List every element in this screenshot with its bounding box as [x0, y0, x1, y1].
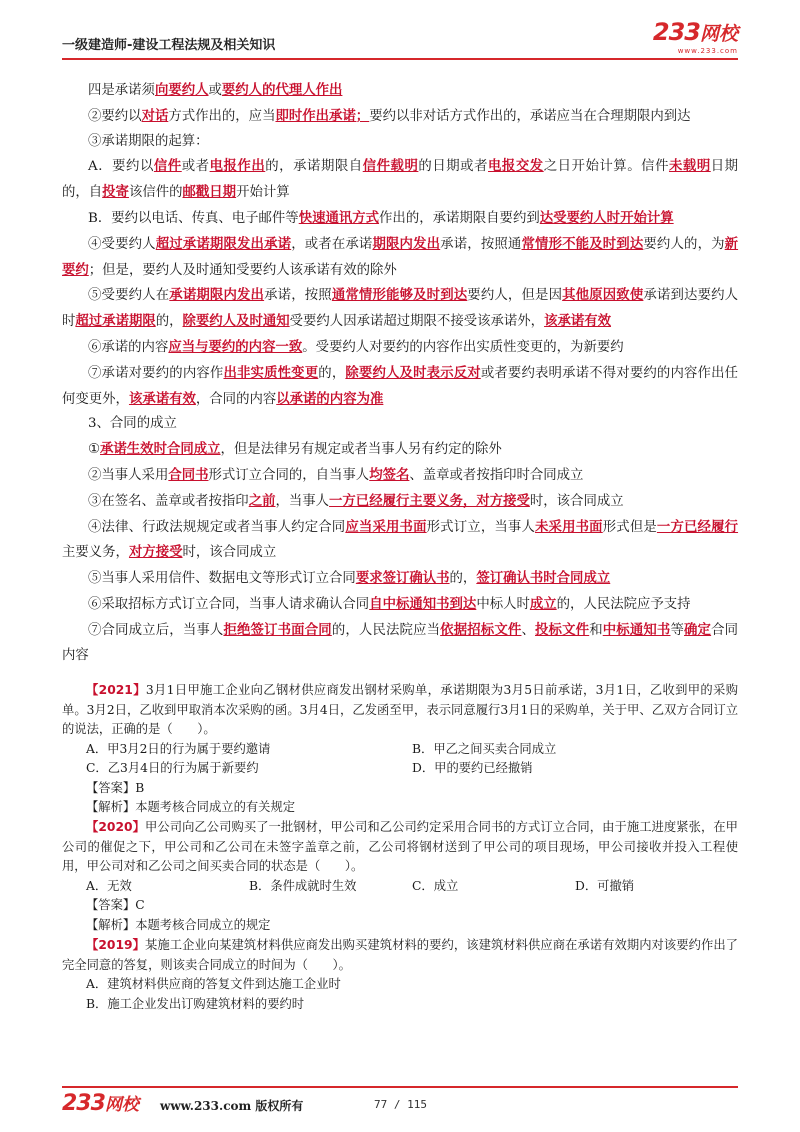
key-term: 除要约人及时表示反对 [345, 364, 481, 381]
key-term: 信件载明 [362, 158, 419, 175]
answer: 【答案】B [86, 780, 145, 795]
text-run: 等 [670, 622, 685, 638]
key-term: 合同书 [168, 466, 209, 483]
key-term: 成立 [529, 595, 557, 612]
body-paragraph [62, 130, 738, 155]
option-a: A．建筑材料供应商的答复文件到达施工企业时 [86, 977, 341, 991]
key-term: 中标通知书 [602, 621, 671, 638]
body-paragraph [62, 361, 738, 413]
text-run: 。受要约人对要约的内容作出实质性变更的，为新要约 [302, 339, 624, 355]
brand-logo[interactable] [653, 20, 738, 44]
key-term: 电报作出 [209, 158, 266, 175]
key-term: 之前 [248, 492, 276, 509]
text-run: ③承诺期限的起算： [88, 133, 209, 149]
body-paragraph [62, 618, 738, 669]
option-d: D．甲的要约已经撤销 [412, 761, 533, 775]
body-paragraph [62, 437, 738, 463]
text-run: 形式订立合同的，自当事人 [208, 467, 370, 483]
text-run: 的， [318, 365, 346, 381]
analysis: 【解析】本题考核合同成立的有关规定 [86, 800, 296, 814]
footer-copyright: www.233.com 版权所有 [160, 1099, 304, 1113]
text-run: ① [88, 442, 101, 458]
key-term: 通常情形能够及时到达 [331, 287, 468, 304]
text-run: ⑤受要约人在 [88, 288, 170, 304]
text-run: 形式订立，当事人 [426, 519, 535, 535]
question-year: 【2019】 [86, 938, 145, 952]
option-d: D．可撤销 [575, 878, 635, 893]
key-term: 出非实质性变更 [223, 364, 319, 381]
text-run: ⑥承诺的内容 [88, 339, 169, 355]
key-term: 该承诺有效 [544, 313, 612, 330]
key-term: 电报交发 [488, 158, 544, 175]
question-year: 【2020】 [86, 820, 145, 834]
key-term: 一方已经履行主要义务，对方接受 [329, 492, 530, 509]
option-c: C．乙3月4日的行为属于新要约 [86, 761, 259, 775]
options-row [62, 740, 738, 760]
text-run: 四是承诺须 [88, 83, 155, 98]
text-run: 主要义务， [62, 545, 129, 561]
text-run: 形式但是 [602, 519, 657, 535]
text-run: ，但是法律另有规定或者当事人另有约定的除外 [220, 442, 502, 458]
text-run: ，当事人 [275, 493, 330, 509]
key-term: 快速通讯方式 [298, 209, 380, 226]
key-term: 其他原因致使 [562, 287, 644, 304]
text-run: 、盖章或者按指印时合同成立 [409, 467, 584, 483]
question-2019 [62, 936, 738, 1014]
text-run: 该信件的 [128, 185, 183, 201]
text-run: 的，人民法院应予支持 [556, 596, 691, 612]
text-run: ④法律、行政法规规定或者当事人约定合同 [88, 519, 346, 535]
question-2021 [62, 681, 738, 818]
key-term: 承诺生效时合同成立 [100, 441, 221, 458]
body-paragraph [62, 489, 738, 515]
text-run: 时，该合同成立 [182, 545, 277, 561]
text-run: 开始计算 [236, 185, 290, 201]
page-footer [62, 1090, 738, 1120]
question-2020 [62, 818, 738, 935]
key-term: 信件 [153, 158, 182, 175]
key-term: 签订确认书时合同成立 [476, 570, 611, 587]
key-term: 超过承诺期限 [75, 313, 156, 330]
logo-number: 233 [652, 18, 700, 46]
text-run: 的，人民法院应当 [331, 622, 441, 638]
text-run: ，合同的内容 [195, 391, 277, 407]
key-term: 新要约 [62, 235, 739, 278]
page-header [62, 20, 738, 56]
key-term: 对话 [141, 107, 169, 124]
question-stem: 【2019】某施工企业向某建筑材料供应商发出购买建筑材料的要约，该建筑材料供应商在承诺有效期内对该要约作出了完全同意的答复，则该卖合同成立的时间为（ ）。 [62, 938, 738, 972]
text-run: A．要约以 [88, 159, 154, 175]
key-term: 自中标通知书到达 [369, 595, 477, 612]
option-b: B．甲乙之间买卖合同成立 [412, 741, 557, 756]
text-run: ，或者在承诺 [291, 236, 373, 252]
text-run: 要约人，但是因 [467, 288, 563, 304]
option-a: A．无效 [86, 878, 132, 893]
text-run: 要约人的，为 [643, 236, 725, 252]
footer-logo-number: 233 [62, 1091, 105, 1116]
text-run: ②要约以 [88, 108, 142, 124]
key-term: 邮戳日期 [182, 184, 237, 201]
text-run: ⑦合同成立后，当事人 [88, 622, 224, 638]
key-term: 未载明 [668, 158, 711, 175]
option-b: B．施工企业发出订购建筑材料的要约时 [86, 996, 305, 1011]
text-run: 、 [521, 622, 535, 638]
text-run: 合同内容 [62, 622, 739, 663]
text-run: 的，承诺期限自 [265, 159, 363, 175]
footer-divider [62, 1086, 738, 1088]
question-year: 【2021】 [86, 683, 146, 697]
text-run: 方式作出的，应当 [168, 108, 276, 124]
text-run: 承诺，按照 [264, 288, 332, 304]
body-paragraph [62, 592, 738, 618]
option-a: A．甲3月2日的行为属于要约邀请 [86, 741, 271, 756]
key-term: 投寄 [102, 184, 129, 201]
header-divider [62, 58, 738, 60]
logo-url: www.233.com [677, 47, 738, 55]
content-body [62, 78, 738, 668]
text-run: 的， [155, 314, 183, 330]
key-term: 一方已经履行 [656, 518, 739, 535]
options-row [62, 759, 738, 779]
text-run: 或者要约表明承诺不得对要约的内容作出任何变更外， [62, 365, 739, 407]
document-title: 一级建造师-建设工程法规及相关知识 [62, 38, 276, 53]
text-run: 或 [208, 83, 222, 98]
body-paragraph [62, 515, 738, 567]
option-c: C．成立 [412, 878, 459, 893]
key-term: 应当与要约的内容一致 [168, 338, 303, 355]
text-run: ；但是，要约人及时通知受要约人该承诺有效的除外 [88, 262, 397, 278]
text-run: 3、合同的成立 [88, 416, 177, 432]
text-run: 中标人时 [476, 596, 530, 612]
key-term: 以承诺的内容为准 [276, 390, 384, 407]
option-b: B．条件成就时生效 [249, 878, 357, 893]
text-run: 的， [449, 571, 477, 587]
key-term: 达受要约人时开始计算 [539, 209, 674, 226]
key-term: 未采用书面 [535, 518, 603, 535]
analysis: 【解析】本题考核合同成立的规定 [86, 917, 271, 932]
text-run: 时，该合同成立 [529, 493, 624, 509]
key-term: 承诺期限内发出 [169, 287, 265, 304]
text-run: 的日期或者 [418, 159, 489, 175]
question-stem: 【2020】甲公司向乙公司购买了一批钢材，甲公司和乙公司约定采用合同书的方式订立合同，由于施工进度紧张，在甲公司的催促之下，甲公司和乙公司在未签字盖章之前，乙公司将钢材送到了甲公司的项目现场，甲公司接收并投入工程使用，甲公司对和乙公司之间买卖合同的状态是（ ）。 [62, 820, 738, 873]
text-run: ②当事人采用 [88, 467, 169, 483]
body-paragraph [62, 335, 738, 361]
body-paragraph [62, 463, 738, 489]
text-run: B．要约以电话、传真、电子邮件等 [88, 210, 299, 226]
text-run: 承诺到达要约人时 [62, 288, 739, 330]
footer-logo[interactable] [62, 1090, 139, 1116]
key-term: 超过承诺期限发出承诺 [155, 235, 292, 252]
key-term: 对方接受 [128, 544, 183, 561]
text-run: 要约以非对话方式作出的，承诺应当在合理期限内到达 [369, 108, 691, 124]
answer: 【答案】C [86, 898, 145, 912]
key-term: 常情形不能及时到达 [521, 235, 644, 252]
text-run: 或者 [181, 159, 210, 175]
text-run: 承诺，按照通 [440, 236, 522, 252]
question-stem: 【2021】3月1日甲施工企业向乙钢材供应商发出钢材采购单，承诺期限为3月5日前承诺，3月1日，乙收到甲的采购单。3月2日，乙收到甲取消本次采购的函。3月4日，乙发函至甲，表示同意履行3月1日的采购单，关于甲、乙双方合同订立的说法，正确的是（ ）。 [62, 683, 738, 736]
footer-logo-text: 网校 [104, 1095, 139, 1115]
text-run: ⑦承诺对要约的内容作 [88, 365, 224, 381]
body-paragraph [62, 283, 738, 335]
key-term: 期限内发出 [372, 235, 441, 252]
key-term: 应当采用书面 [345, 518, 427, 535]
text-run: ④受要约人 [88, 236, 156, 252]
key-term: 向要约人 [154, 82, 209, 98]
body-paragraph [62, 154, 738, 206]
text-run: ⑥采取招标方式订立合同，当事人请求确认合同 [88, 596, 370, 612]
key-term: 要约人的代理人作出 [221, 82, 343, 98]
key-term: 投标文件 [535, 621, 590, 638]
text-run: ③在签名、盖章或者按指印 [88, 493, 249, 509]
body-paragraph [62, 104, 738, 130]
key-term: 即时作出承诺； [275, 107, 370, 124]
text-run: 和 [589, 622, 603, 638]
key-term: 确定 [684, 621, 712, 638]
key-term: 该承诺有效 [128, 390, 196, 407]
body-paragraph [62, 232, 738, 284]
body-paragraph [62, 206, 738, 232]
text-run: 之日开始计算。信件 [543, 159, 669, 175]
text-run: ⑤当事人采用信件、数据电文等形式订立合同 [88, 571, 356, 587]
body-paragraph [62, 412, 738, 437]
text-run: 日期的，自 [62, 159, 739, 201]
text-run: 作出的，承诺期限自要约到 [379, 210, 540, 226]
body-paragraph [62, 566, 738, 592]
body-paragraph [62, 78, 738, 104]
logo-text: 网校 [699, 23, 738, 45]
options-row [62, 877, 738, 897]
key-term: 除要约人及时通知 [182, 313, 290, 330]
key-term: 依据招标文件 [440, 621, 522, 638]
page-number: 77 / 115 [374, 1098, 427, 1111]
key-term: 拒绝签订书面合同 [223, 621, 332, 638]
key-term: 要求签订确认书 [355, 570, 450, 587]
text-run: 受要约人因承诺超过期限不接受该承诺外， [289, 314, 545, 330]
key-term: 均签名 [369, 466, 410, 483]
